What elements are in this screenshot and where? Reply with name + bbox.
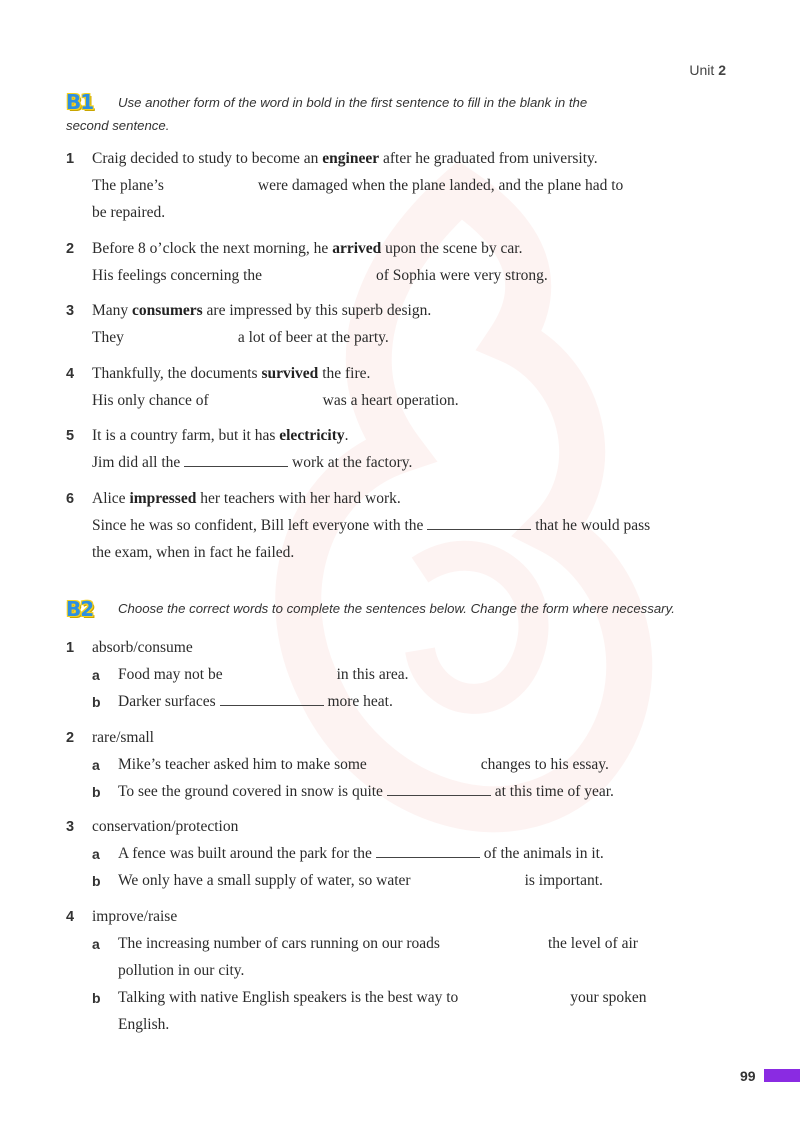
sub-letter-b: b bbox=[92, 694, 101, 710]
bold-word: arrived bbox=[332, 240, 382, 257]
b1-instruction-line2: second sentence. bbox=[66, 118, 170, 133]
sub-letter-b: b bbox=[92, 990, 101, 1006]
item-number: 6 bbox=[66, 491, 75, 507]
b2-group1-words: absorb/consume bbox=[92, 639, 193, 656]
b2-group3-words: conservation/protection bbox=[92, 818, 239, 835]
answer-blank[interactable] bbox=[387, 783, 491, 796]
b1-item2-sentence2: His feelings concerning the of Sophia were very strong. bbox=[92, 267, 548, 284]
b1-item5-sentence1: It is a country farm, but it has electricity. bbox=[92, 427, 349, 444]
b2-group4-b: Talking with native English speakers is the best way to your spoken bbox=[118, 989, 647, 1006]
item-number: 3 bbox=[66, 819, 75, 835]
sub-letter-a: a bbox=[92, 757, 100, 773]
item-number: 2 bbox=[66, 241, 75, 257]
bold-word: impressed bbox=[129, 490, 197, 507]
section-badge-b2: B2 bbox=[66, 597, 94, 621]
bold-word: consumers bbox=[132, 302, 203, 319]
b1-item2-sentence1: Before 8 o’clock the next morning, he arrived upon the scene by car. bbox=[92, 240, 523, 257]
sub-letter-a: a bbox=[92, 667, 100, 683]
answer-blank[interactable] bbox=[220, 693, 324, 706]
b1-item6-sentence2: Since he was so confident, Bill left everyone with the that he would pass bbox=[92, 517, 651, 534]
item-number: 4 bbox=[66, 366, 75, 382]
b1-item4-sentence1: Thankfully, the documents survived the fire. bbox=[92, 365, 371, 382]
sub-letter-b: b bbox=[92, 873, 101, 889]
item-number: 1 bbox=[66, 640, 75, 656]
item-number: 2 bbox=[66, 730, 75, 746]
b2-group4-a-cont: pollution in our city. bbox=[118, 962, 245, 979]
b2-group4-words: improve/raise bbox=[92, 908, 178, 925]
answer-blank[interactable] bbox=[427, 517, 531, 530]
b1-item3-sentence1: Many consumers are impressed by this superb design. bbox=[92, 302, 432, 319]
answer-blank[interactable] bbox=[376, 845, 480, 858]
unit-number: 2 bbox=[718, 62, 726, 78]
item-number: 5 bbox=[66, 428, 75, 444]
b1-instruction-line1: Use another form of the word in bold in the first sentence to fill in the blank in the bbox=[118, 95, 588, 110]
item-number: 1 bbox=[66, 151, 75, 167]
b2-group3-b: We only have a small supply of water, so water is important. bbox=[118, 872, 603, 889]
b1-item4-sentence2: His only chance of was a heart operation. bbox=[92, 392, 459, 409]
unit-label: Unit bbox=[689, 62, 715, 78]
answer-blank[interactable] bbox=[184, 454, 288, 467]
b2-group1-a: Food may not be in this area. bbox=[118, 666, 409, 683]
b2-instruction: Choose the correct words to complete the sentences below. Change the form where necessary. bbox=[118, 601, 675, 616]
b2-group2-a: Mike’s teacher asked him to make some changes to his essay. bbox=[118, 756, 609, 773]
page-number-bar bbox=[764, 1069, 800, 1082]
bold-word: engineer bbox=[322, 150, 380, 167]
b1-item6-sentence2-cont: the exam, when in fact he failed. bbox=[92, 544, 295, 561]
b1-item1-sentence2-cont: be repaired. bbox=[92, 204, 166, 221]
b2-group3-a: A fence was built around the park for the of the animals in it. bbox=[118, 845, 604, 862]
sub-letter-a: a bbox=[92, 846, 100, 862]
item-number: 4 bbox=[66, 909, 75, 925]
b1-item1-sentence2: The plane’s were damaged when the plane landed, and the plane had to bbox=[92, 177, 624, 194]
b2-group1-b: Darker surfaces more heat. bbox=[118, 693, 393, 710]
page-number: 99 bbox=[740, 1068, 756, 1084]
b1-item6-sentence1: Alice impressed her teachers with her hard work. bbox=[92, 490, 401, 507]
b2-group4-b-cont: English. bbox=[118, 1016, 170, 1033]
section-badge-b1: B1 bbox=[66, 90, 94, 114]
b1-item5-sentence2: Jim did all the work at the factory. bbox=[92, 454, 413, 471]
unit-header bbox=[689, 62, 726, 78]
b1-item3-sentence2: They a lot of beer at the party. bbox=[92, 329, 389, 346]
sub-letter-a: a bbox=[92, 936, 100, 952]
b1-item1-sentence1: Craig decided to study to become an engineer after he graduated from university. bbox=[92, 150, 598, 167]
b2-group2-words: rare/small bbox=[92, 729, 154, 746]
b2-group2-b: To see the ground covered in snow is quite at this time of year. bbox=[118, 783, 614, 800]
item-number: 3 bbox=[66, 303, 75, 319]
bold-word: electricity bbox=[279, 427, 345, 444]
b2-group4-a: The increasing number of cars running on our roads the level of air bbox=[118, 935, 638, 952]
sub-letter-b: b bbox=[92, 784, 101, 800]
bold-word: survived bbox=[261, 365, 319, 382]
